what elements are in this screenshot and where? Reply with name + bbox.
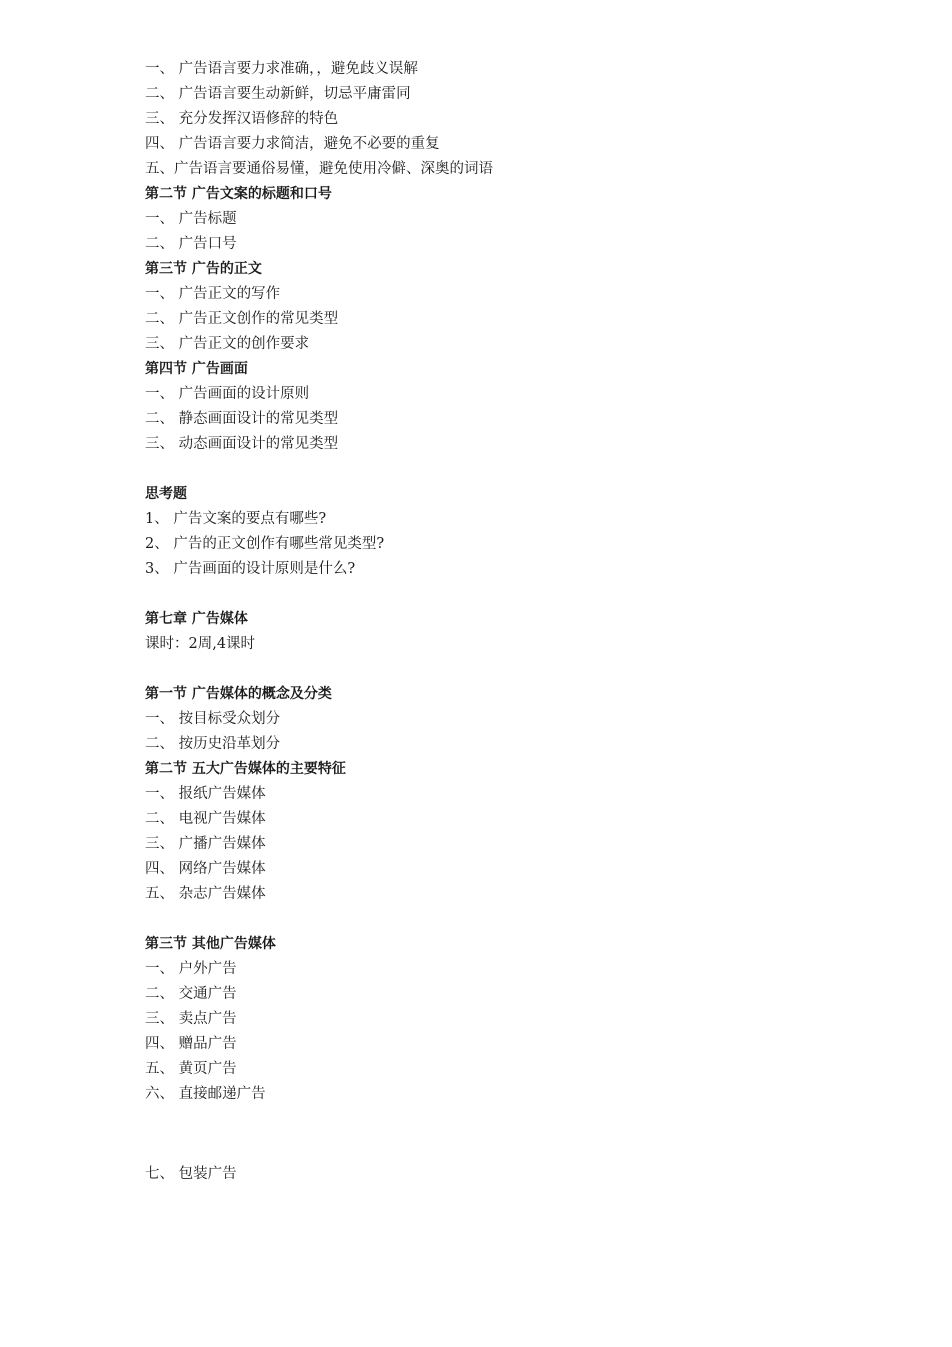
list-item: 四、 赠品广告 [145, 1036, 237, 1052]
question-item: 2、 广告的正文创作有哪些常见类型? [145, 536, 385, 552]
list-item: 六、 直接邮递广告 [145, 1086, 266, 1102]
spacer [145, 657, 845, 682]
list-item: 五、 杂志广告媒体 [145, 886, 266, 902]
section-heading: 第二节 广告文案的标题和口号 [145, 186, 332, 202]
list-item: 一、 报纸广告媒体 [145, 786, 266, 802]
list-item: 七、 包装广告 [145, 1166, 237, 1182]
question-item: 1、 广告文案的要点有哪些? [145, 511, 327, 527]
list-item: 三、 广告正文的创作要求 [145, 336, 310, 352]
list-item: 一、 广告标题 [145, 211, 237, 227]
section-heading: 第一节 广告媒体的概念及分类 [145, 686, 332, 702]
section-heading: 第三节 其他广告媒体 [145, 936, 276, 952]
list-item: 四、 网络广告媒体 [145, 861, 266, 877]
section-heading: 第四节 广告画面 [145, 361, 248, 377]
list-item: 一、 户外广告 [145, 961, 237, 977]
list-item: 二、 静态画面设计的常见类型 [145, 411, 339, 427]
list-item: 五、 黄页广告 [145, 1061, 237, 1077]
spacer [145, 582, 845, 607]
questions-heading: 思考题 [145, 486, 187, 502]
list-item: 一、 广告正文的写作 [145, 286, 281, 302]
spacer [145, 907, 845, 932]
list-item: 四、 广告语言要力求简洁，避免不必要的重复 [145, 136, 440, 152]
section-heading: 第二节 五大广告媒体的主要特征 [145, 761, 346, 777]
list-item: 二、 电视广告媒体 [145, 811, 266, 827]
document-page [145, 57, 845, 1187]
class-hours: 课时：2周,4课时 [145, 636, 256, 652]
list-item: 三、 广播广告媒体 [145, 836, 266, 852]
list-item: 二、 交通广告 [145, 986, 237, 1002]
list-item: 三、 动态画面设计的常见类型 [145, 436, 339, 452]
chapter-heading: 第七章 广告媒体 [145, 611, 248, 627]
list-item: 一、 广告画面的设计原则 [145, 386, 310, 402]
list-item: 二、 按历史沿革划分 [145, 736, 281, 752]
list-item: 三、 充分发挥汉语修辞的特色 [145, 111, 339, 127]
list-item: 一、 按目标受众划分 [145, 711, 281, 727]
spacer [145, 1154, 845, 1162]
list-item: 二、 广告口号 [145, 236, 237, 252]
list-item: 二、 广告正文创作的常见类型 [145, 311, 339, 327]
list-item: 三、 卖点广告 [145, 1011, 237, 1027]
section-heading: 第三节 广告的正文 [145, 261, 262, 277]
list-item: 五、广告语言要通俗易懂，避免使用冷僻、深奥的词语 [145, 161, 493, 177]
list-item: 二、 广告语言要生动新鲜，切忌平庸雷同 [145, 86, 411, 102]
spacer [145, 1107, 845, 1154]
list-item: 一、 广告语言要力求准确，，避免歧义误解 [145, 61, 418, 77]
spacer [145, 457, 845, 482]
question-item: 3、 广告画面的设计原则是什么? [145, 561, 356, 577]
